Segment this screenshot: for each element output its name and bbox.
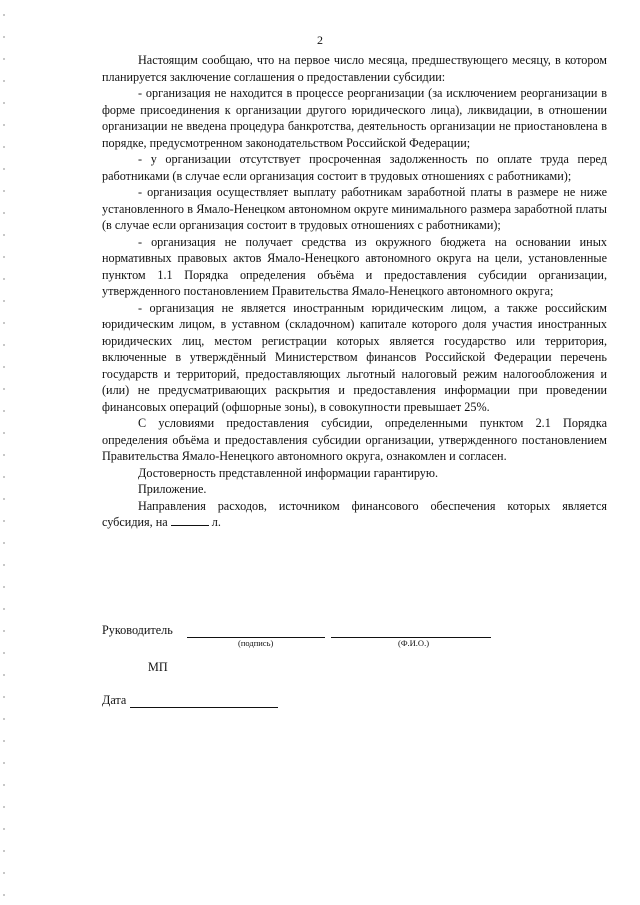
paragraph-expense-directions bbox=[102, 498, 607, 531]
date-row bbox=[102, 690, 622, 708]
paragraph-not-foreign-entity: - организация не является иностранным юридическим лицом, а также российским юридическим лицом, в уставном (складочном) капитале которого доля участия иностранных юридических лиц, местом регистрации которых является государство или территория, включенные в утверждённый Министерством финансов Российской Федерации перечень государств и территорий, предоставляющих льготный налоговый режим налогообложения и (или) не предусматривающих раскрытия и предоставления информации при проведении финансовых операций (офшорные зоны), в совокупности превышает 25%. bbox=[102, 300, 607, 414]
signature-caption: (подпись) bbox=[238, 638, 274, 648]
expense-suffix: л. bbox=[211, 515, 221, 529]
paragraph-conditions-agreed: С условиями предоставления субсидии, определенными пунктом 2.1 Порядка определения объёма и предоставления субсидии организации, утвержденного постановлением Правительства Ямало-Ненецкого автономного округа, ознакомлен и согласен. bbox=[102, 416, 607, 463]
signature-captions bbox=[102, 638, 622, 650]
head-label: Руководитель bbox=[102, 623, 173, 637]
paragraph-no-reorganization: - организация не находится в процессе реорганизации (за исключением реорганизации в форме присоединения к организации другого юридического лица), ликвидации, в отношении организации не введена процедура банкротства, деятельность организации не приостановлена в порядке, предусмотренном законодательством Российской Федерации; bbox=[102, 86, 607, 150]
date-line bbox=[130, 693, 278, 708]
paragraph-no-other-funding: - организация не получает средства из окружного бюджета на основании иных нормативных правовых актов Ямало-Ненецкого автономного округа на цели, установленные пунктом 1.1 Порядка определения объёма и предоставления субсидии организации, утвержденного постановлением Правительства Ямало-Ненецкого автономного округа; bbox=[102, 234, 607, 298]
paragraph-minimum-wage: - организация осуществляет выплату работникам заработной платы в размере не ниже установленного в Ямало-Ненецком автономном округе минимального размера заработной платы (в случае если организация состоит в трудовых отношениях с работниками); bbox=[102, 185, 607, 232]
stamp-label: МП bbox=[148, 660, 168, 674]
document-body bbox=[102, 52, 607, 531]
scan-edge-marks bbox=[3, 0, 5, 905]
expense-text: Направления расходов, источником финансового обеспечения которых является субсидия, на bbox=[102, 498, 607, 529]
paragraph-no-wage-arrears: - у организации отсутствует просроченная задолженность по оплате труда перед работниками (в случае если организация состоит в трудовых отношениях с работниками); bbox=[102, 152, 607, 183]
paragraph-accuracy-guarantee: Достоверность представленной информации гарантирую. bbox=[138, 465, 439, 480]
signature-row bbox=[102, 620, 622, 638]
page-number: 2 bbox=[317, 33, 323, 47]
full-name-line bbox=[331, 623, 491, 638]
date-label: Дата bbox=[102, 693, 127, 707]
sheet-count-blank bbox=[171, 514, 209, 526]
signature-block bbox=[102, 620, 622, 708]
signature-line bbox=[187, 623, 325, 638]
paragraph-attachment: Приложение. bbox=[138, 482, 207, 496]
paragraph-intro: Настоящим сообщаю, что на первое число месяца, предшествующего месяцу, в котором планируется заключение соглашения о предоставлении субсидии: bbox=[102, 53, 607, 84]
full-name-caption: (Ф.И.О.) bbox=[398, 638, 430, 648]
